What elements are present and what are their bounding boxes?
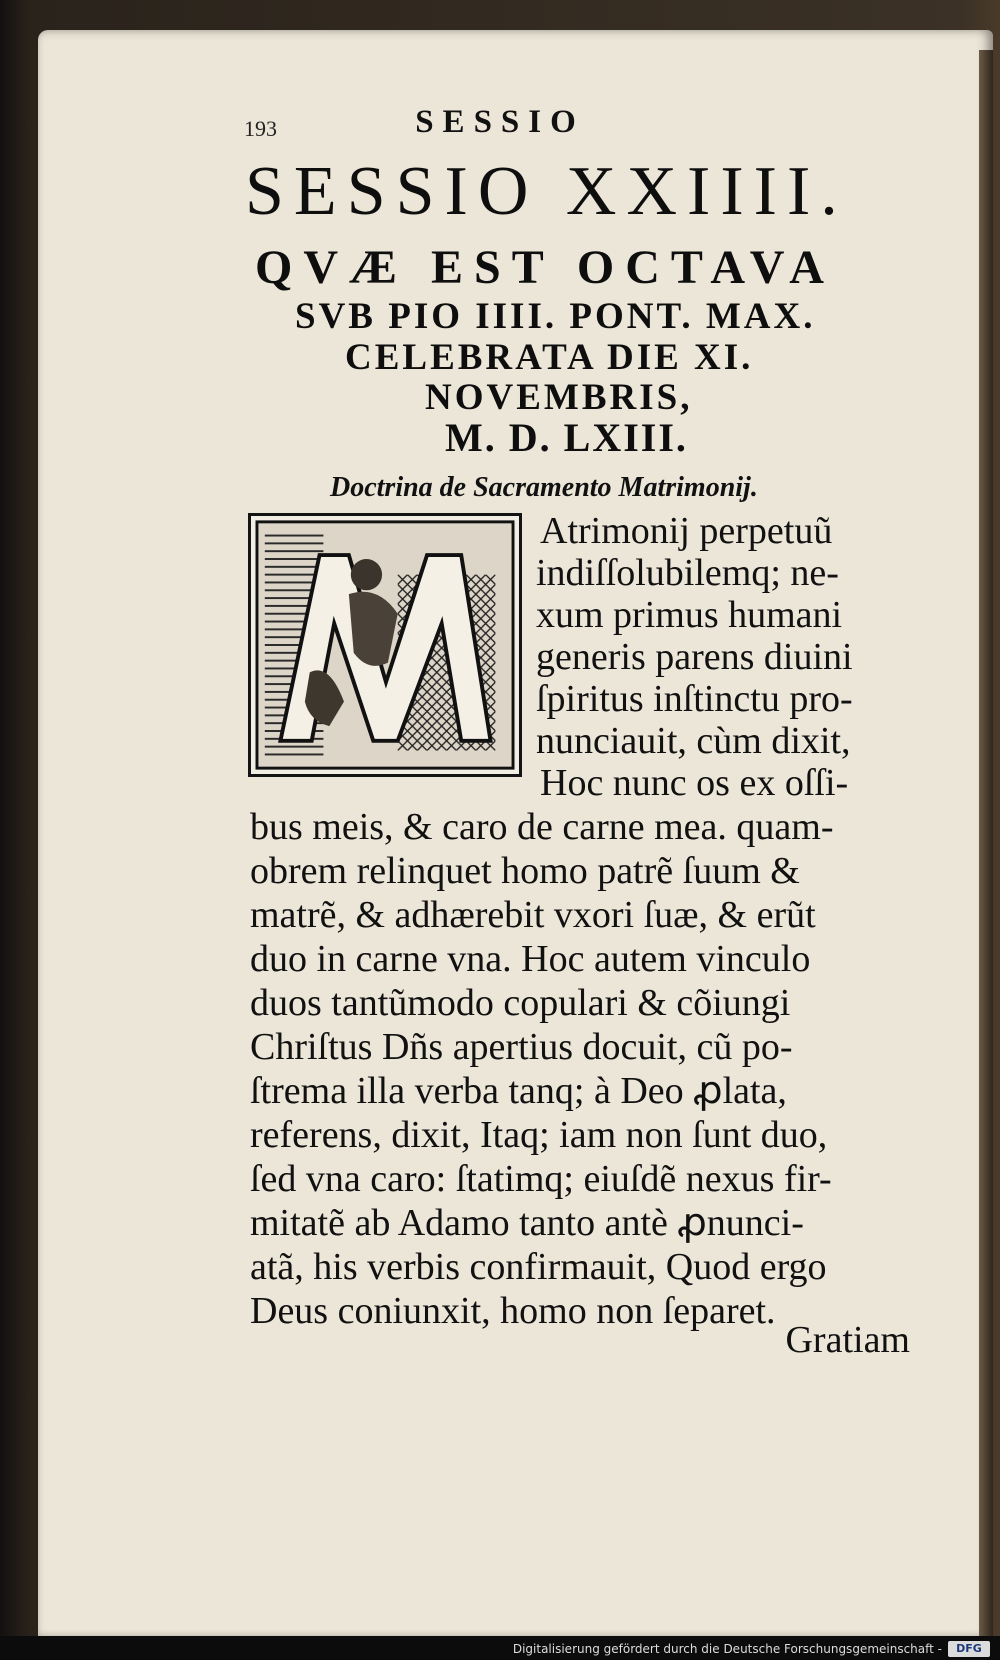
text-line: atã, his verbis confirmauit, Quod ergo bbox=[250, 1246, 827, 1288]
text-line: matrẽ, & adhærebit vxori ſuæ, & erũt bbox=[250, 894, 816, 936]
text-line: Deus coniunxit, homo non ſeparet. bbox=[250, 1290, 776, 1332]
month-line: NOVEMBRIS, bbox=[425, 377, 693, 418]
funding-credit: Digitalisierung gefördert durch die Deutsche Forschungsgemeinschaft - bbox=[512, 1642, 942, 1656]
text-line: generis parens diuini bbox=[536, 636, 853, 678]
year-line: M. D. LXIII. bbox=[445, 415, 688, 460]
decorated-initial bbox=[248, 513, 522, 777]
text-line: Chriſtus Dñs apertius docuit, cũ po- bbox=[250, 1026, 793, 1068]
text-line: mitatẽ ab Adamo tanto antè ꝓnunci- bbox=[250, 1202, 804, 1244]
text-line: obrem relinquet homo patrẽ ſuum & bbox=[250, 850, 800, 892]
page-number: 193 bbox=[244, 116, 277, 141]
dfg-logo: DFG bbox=[948, 1641, 990, 1657]
text-line: ſpiritus inſtinctu pro- bbox=[536, 678, 853, 720]
running-head: SESSIO bbox=[415, 104, 585, 140]
text-line: duos tantũmodo copulari & cõiungi bbox=[250, 982, 791, 1024]
text-line: Hoc nunc os ex oſſi- bbox=[540, 762, 849, 804]
text-line: Atrimonij perpetuũ bbox=[540, 510, 833, 552]
catchword: Gratiam bbox=[785, 1319, 910, 1361]
text-line: duo in carne vna. Hoc autem vinculo bbox=[250, 938, 811, 980]
text-line: indiſſolubilemq; ne- bbox=[536, 552, 839, 594]
woodcut-initial-illustration bbox=[251, 516, 519, 774]
celebration-line: CELEBRATA DIE XI. bbox=[345, 337, 754, 378]
doctrine-subtitle: Doctrina de Sacramento Matrimonij. bbox=[330, 472, 758, 503]
session-ordinal: QVÆ EST OCTAVA bbox=[255, 241, 835, 294]
text-line: bus meis, & caro de carne mea. quam- bbox=[250, 806, 834, 848]
text-line: referens, dixit, Itaq; iam non ſunt duo, bbox=[250, 1114, 828, 1156]
text-line: ſtrema illa verba tanq; à Deo ꝓlata, bbox=[250, 1070, 787, 1112]
text-line: xum primus humani bbox=[536, 594, 843, 636]
text-line: nunciauit, cùm dixit, bbox=[536, 720, 851, 762]
session-title: SESSIO XXIIII. bbox=[245, 153, 848, 230]
text-line: ſed vna caro: ſtatimq; eiuſdẽ nexus fir- bbox=[250, 1158, 832, 1200]
page-edge bbox=[979, 50, 993, 1650]
pontificate-line: SVB PIO IIII. PONT. MAX. bbox=[295, 296, 816, 337]
